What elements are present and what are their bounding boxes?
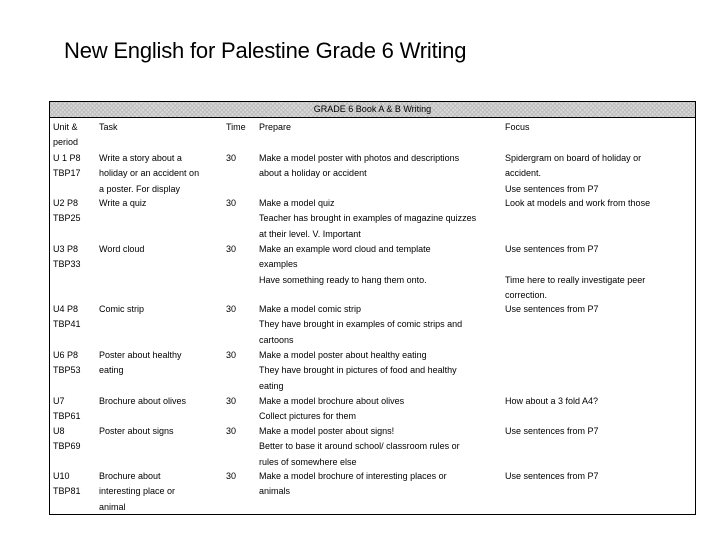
table-row-prepare: Make a model poster about signs! Better to base it around school/ classroom rules or rules of somewhere else (259, 426, 460, 467)
table-row-focus: Use sentences from P7 Time here to really investigate peer correction. (505, 244, 646, 300)
table-row-focus: Spidergram on board of holiday or accident. Use sentences from P7 (505, 153, 642, 194)
table-row-unit: U6 P8 TBP53 (53, 350, 81, 376)
table-row-task: Write a story about a holiday or an accident on a poster. For display (99, 153, 200, 194)
table-row-time: 30 (226, 198, 237, 208)
table-banner (50, 102, 695, 118)
table-banner-text: GRADE 6 Book A & B Writing (313, 104, 432, 114)
table-row-prepare: Make a model brochure about olives Collect pictures for them (259, 396, 405, 422)
header-focus: Focus (505, 122, 530, 132)
table-row-unit: U2 P8 TBP25 (53, 198, 81, 224)
table-row-focus: Use sentences from P7 (505, 426, 599, 436)
table-row-unit: U7 TBP61 (53, 396, 81, 422)
table-row-unit: U4 P8 TBP41 (53, 304, 81, 330)
table-row-time: 30 (226, 153, 237, 163)
table-row-prepare: Make an example word cloud and template examples Have something ready to hang them onto. (259, 244, 431, 285)
table-row-task: Brochure about interesting place or animal (99, 471, 176, 512)
page-title: New English for Palestine Grade 6 Writing (64, 38, 467, 63)
table-row-unit: U10 TBP81 (53, 471, 81, 497)
table-row-time: 30 (226, 304, 237, 314)
table-row-prepare: Make a model quiz Teacher has brought in examples of magazine quizzes at their level. V. Important (259, 198, 477, 239)
table-row-task: Brochure about olives (99, 396, 187, 406)
table-row-time: 30 (226, 426, 237, 436)
table-row-focus: Use sentences from P7 (505, 471, 599, 481)
table-row-focus: How about a 3 fold A4? (505, 396, 599, 406)
table-row-unit: U3 P8 TBP33 (53, 244, 81, 270)
table-row-time: 30 (226, 471, 237, 481)
header-time: Time (226, 122, 246, 132)
table-row-task: Word cloud (99, 244, 145, 254)
table-row-focus: Use sentences from P7 (505, 304, 599, 314)
header-task: Task (99, 122, 118, 132)
table-row-time: 30 (226, 350, 237, 360)
table-row-prepare: Make a model poster with photos and descriptions about a holiday or accident (259, 153, 460, 179)
table-row-unit: U 1 P8 TBP17 (53, 153, 81, 179)
table-row-prepare: Make a model brochure of interesting places or animals (259, 471, 447, 497)
table-row-time: 30 (226, 396, 237, 406)
table-row-focus: Look at models and work from those (505, 198, 651, 208)
table-row-task: Comic strip (99, 304, 145, 314)
header-prepare: Prepare (259, 122, 292, 132)
table-row-task: Write a quiz (99, 198, 147, 208)
table-row-prepare: Make a model comic strip They have brought in examples of comic strips and cartoons (259, 304, 463, 345)
table-row-task: Poster about healthy eating (99, 350, 182, 376)
table-row-prepare: Make a model poster about healthy eating They have brought in pictures of food and healthy eating (259, 350, 457, 391)
table-row-time: 30 (226, 244, 237, 254)
writing-table (49, 101, 696, 515)
table-row-unit: U8 TBP69 (53, 426, 81, 452)
header-unit: Unit & period (53, 122, 79, 148)
table-row-task: Poster about signs (99, 426, 174, 436)
